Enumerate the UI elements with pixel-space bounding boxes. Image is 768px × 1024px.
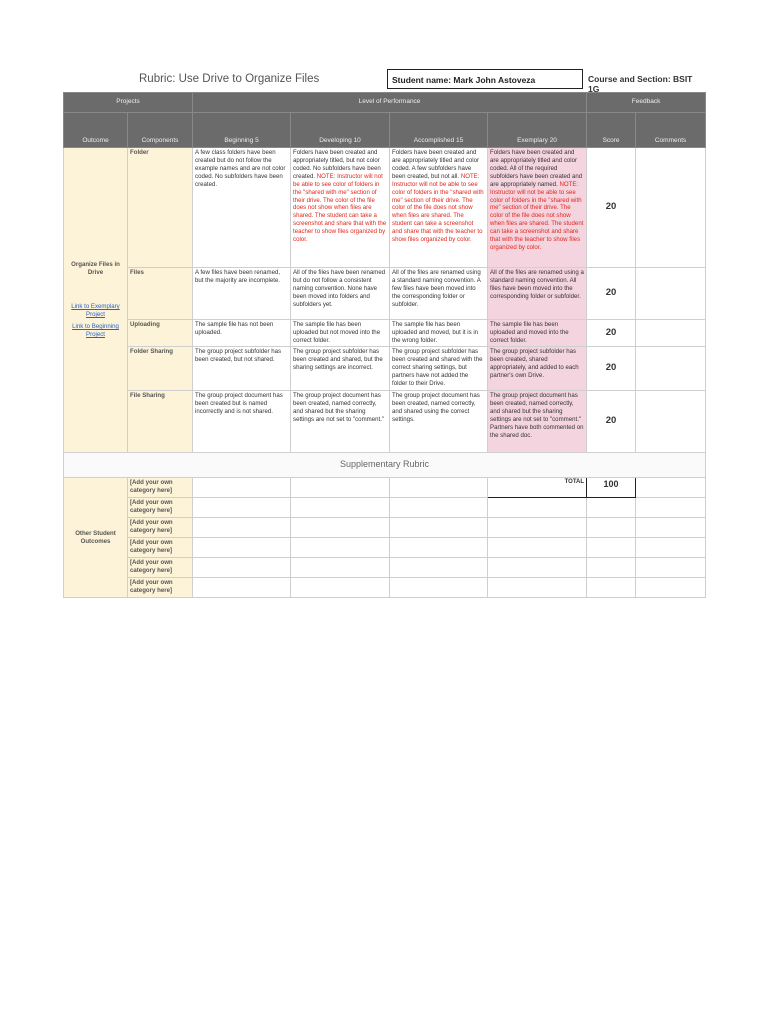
cell-exemplary: The group project document has been created, named correctly, and shared but the sharing settings are not set to "comment." Partners have both commented on the shared doc. — [488, 391, 587, 453]
cell-developing: The group project subfolder has been created and shared, but the sharing settings are incorrect. — [291, 347, 390, 391]
cell-accomplished: The group project document has been created, named correctly, and shared using the correct settings. — [390, 391, 488, 453]
comments-cell[interactable] — [636, 347, 706, 391]
empty-cell[interactable] — [291, 518, 390, 538]
component-folder-sharing: Folder Sharing — [128, 347, 193, 391]
cell-beginning: The sample file has not been uploaded. — [193, 320, 291, 347]
score-cell[interactable]: 20 — [587, 347, 636, 391]
components-header: Components — [128, 113, 193, 148]
empty-cell[interactable] — [390, 538, 488, 558]
cell-beginning: The group project subfolder has been created, but not shared. — [193, 347, 291, 391]
cell-exemplary — [488, 148, 587, 268]
empty-cell[interactable] — [587, 518, 636, 538]
cell-exemplary: The sample file has been uploaded and moved into the correct folder. — [488, 320, 587, 347]
cell-text: Folders have been created and appropriately titled, but not color coded. No subfolders have been created. — [293, 149, 381, 180]
student-name-field[interactable]: Student name: Mark John Astoveza — [387, 69, 583, 89]
cell-developing: All of the files have been renamed but do not follow a consistent naming convention. None have been moved into folders and subfolders yet. — [291, 268, 390, 320]
rubric-title: Rubric: Use Drive to Organize Files — [139, 73, 320, 85]
empty-cell[interactable] — [390, 478, 488, 498]
comments-cell[interactable] — [636, 391, 706, 453]
category-cell[interactable]: [Add your own category here] — [128, 558, 193, 578]
row-file-sharing — [64, 391, 706, 453]
feedback-header: Feedback — [587, 93, 706, 113]
empty-cell[interactable] — [587, 538, 636, 558]
cell-accomplished: All of the files are renamed using a standard naming convention. A few files have been moved into the corresponding folder or subfolder. — [390, 268, 488, 320]
empty-cell[interactable] — [193, 538, 291, 558]
total-score: 100 — [587, 478, 636, 498]
outcome-organize-files — [64, 148, 128, 453]
supplementary-row — [64, 453, 706, 478]
empty-cell[interactable] — [291, 538, 390, 558]
cell-exemplary: All of the files are renamed using a standard naming convention. All files have been moved into the corresponding folder or subfolder. — [488, 268, 587, 320]
link-beginning-project[interactable]: Link to Beginning Project — [72, 322, 119, 338]
empty-cell[interactable] — [488, 518, 587, 538]
empty-cell[interactable] — [636, 578, 706, 598]
empty-cell[interactable] — [193, 498, 291, 518]
projects-header: Projects — [64, 93, 193, 113]
cell-beginning: A few files have been renamed, but the majority are incomplete. — [193, 268, 291, 320]
empty-cell[interactable] — [390, 558, 488, 578]
comments-cell[interactable] — [636, 268, 706, 320]
row-folder-sharing — [64, 347, 706, 391]
outcome-other: Other Student Outcomes — [64, 478, 128, 598]
cell-accomplished: The group project subfolder has been created and shared with the correct sharing settings, but partners have not added the folder to their Drive. — [390, 347, 488, 391]
other-row — [64, 518, 706, 538]
empty-cell[interactable] — [193, 578, 291, 598]
empty-cell[interactable] — [390, 518, 488, 538]
other-row — [64, 538, 706, 558]
other-row — [64, 478, 706, 498]
cell-developing: The sample file has been uploaded but not moved into the correct folder. — [291, 320, 390, 347]
accomplished-header: Accomplished 15 — [390, 113, 488, 148]
score-cell[interactable]: 20 — [587, 268, 636, 320]
score-cell[interactable]: 20 — [587, 148, 636, 268]
cell-text: Folders have been created and are appropriately titled and color coded. All of the required subfolders have been created and are appropriately named. — [490, 149, 583, 188]
beginning-header: Beginning 5 — [193, 113, 291, 148]
level-header: Level of Performance — [193, 93, 587, 113]
empty-cell[interactable] — [291, 478, 390, 498]
rubric-sheet — [63, 68, 705, 598]
instructor-note: NOTE: Instructor will not be able to see color of folders in the "shared with me" section of their drive. The color of the file does not show when files are shared. The student can take a screenshot and share that with the teacher to show files organized by color. — [490, 180, 584, 252]
cell-beginning: The group project document has been created but is named incorrectly and is not shared. — [193, 391, 291, 453]
empty-cell[interactable] — [587, 578, 636, 598]
cell-accomplished — [390, 148, 488, 268]
exemplary-header: Exemplary 20 — [488, 113, 587, 148]
empty-cell[interactable] — [488, 558, 587, 578]
empty-cell[interactable] — [291, 498, 390, 518]
component-uploading: Uploading — [128, 320, 193, 347]
empty-cell[interactable] — [488, 578, 587, 598]
score-cell[interactable]: 20 — [587, 391, 636, 453]
empty-cell[interactable] — [587, 558, 636, 578]
cell-accomplished: The sample file has been uploaded and moved, but it is in the wrong folder. — [390, 320, 488, 347]
supplementary-title: Supplementary Rubric — [64, 453, 706, 478]
component-folder: Folder — [128, 148, 193, 268]
empty-cell[interactable] — [636, 518, 706, 538]
empty-cell[interactable] — [193, 518, 291, 538]
empty-cell[interactable] — [636, 538, 706, 558]
empty-cell[interactable] — [488, 498, 587, 518]
header-row-2 — [64, 113, 706, 148]
empty-cell[interactable] — [291, 578, 390, 598]
total-label: TOTAL — [488, 478, 587, 498]
cell-beginning: A few class folders have been created but do not follow the example names and are not color coded. No subfolders have been created. — [193, 148, 291, 268]
link-exemplary-project[interactable]: Link to Exemplary Project — [71, 303, 120, 318]
row-uploading — [64, 320, 706, 347]
category-cell[interactable]: [Add your own category here] — [128, 538, 193, 558]
other-row — [64, 558, 706, 578]
instructor-note: NOTE: Instructor will not be able to see color of folders in the "shared with me" section of their drive. The color of the file does not show when files are shared. The student can take a screenshot and share that with the teacher to show files organized by color. — [293, 172, 387, 244]
empty-cell[interactable] — [488, 538, 587, 558]
category-cell[interactable]: [Add your own category here] — [128, 518, 193, 538]
empty-cell[interactable] — [587, 498, 636, 518]
empty-cell[interactable] — [636, 498, 706, 518]
empty-cell[interactable] — [636, 478, 706, 498]
title-bar — [63, 68, 705, 92]
category-cell[interactable]: [Add your own category here] — [128, 578, 193, 598]
outcome-label: Organize Files in Drive — [71, 261, 120, 277]
cell-exemplary: The group project subfolder has been created, shared appropriately, and added to each partner's own Drive. — [488, 347, 587, 391]
empty-cell[interactable] — [636, 558, 706, 578]
comments-header: Comments — [636, 113, 706, 148]
row-files — [64, 268, 706, 320]
row-folder — [64, 148, 706, 268]
comments-cell[interactable] — [636, 148, 706, 268]
component-files: Files — [128, 268, 193, 320]
rubric-table — [63, 92, 706, 598]
outcome-header: Outcome — [64, 113, 128, 148]
empty-cell[interactable] — [390, 498, 488, 518]
component-file-sharing: File Sharing — [128, 391, 193, 453]
comments-cell[interactable] — [636, 320, 706, 347]
empty-cell[interactable] — [390, 578, 488, 598]
category-cell[interactable]: [Add your own category here] — [128, 498, 193, 518]
empty-cell[interactable] — [291, 558, 390, 578]
header-row-1 — [64, 93, 706, 113]
instructor-note: NOTE: Instructor will not be able to see color of folders in the "shared with me" section of their drive. The color of the file does not show when files are shared. The student can take a screenshot and share that with the teacher to show files organized by color. — [392, 172, 484, 244]
course-section: Course and Section: BSIT 1G — [588, 74, 693, 94]
score-header: Score — [587, 113, 636, 148]
cell-developing: The group project document has been created, named correctly, and shared but the sharing settings are not set to "comment." — [291, 391, 390, 453]
cell-developing — [291, 148, 390, 268]
empty-cell[interactable] — [193, 478, 291, 498]
other-row — [64, 578, 706, 598]
cell-text: Folders have been created and are appropriately titled and color coded. A few subfolders have been created, but not all. — [392, 149, 480, 180]
score-cell[interactable]: 20 — [587, 320, 636, 347]
developing-header: Developing 10 — [291, 113, 390, 148]
other-row — [64, 498, 706, 518]
category-cell[interactable]: [Add your own category here] — [128, 478, 193, 498]
empty-cell[interactable] — [193, 558, 291, 578]
